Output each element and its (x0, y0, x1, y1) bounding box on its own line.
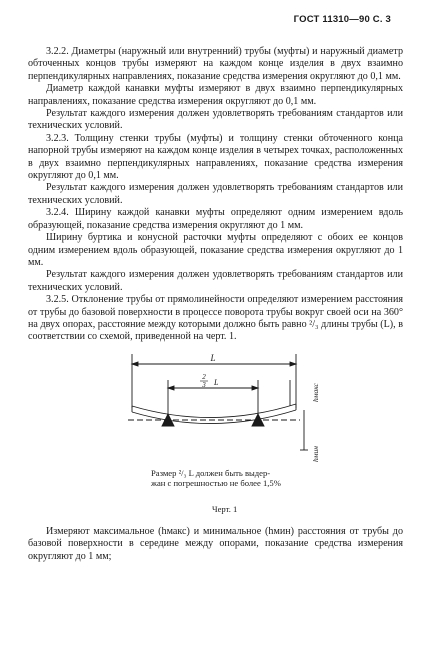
label-hmin: hмин (311, 445, 320, 462)
paragraph-measure-h: Измеряют максимальное (hмакс) и минимальное (hмин) расстояния от трубы до базовой поверхности в середине между опорами, показание средства измерения округляют до 1 мм; (28, 525, 403, 562)
paragraph-result-1: Результат каждого измерения должен удовлетворять требованиям стандартов или технических условий. (28, 108, 403, 132)
caption-line-1: Размер ²/₃ L должен быть выдер- (151, 467, 271, 478)
paragraph-3-2-3: 3.2.3. Толщину стенки трубы (муфты) и толщину стенки обточенного конца напорной трубы измеряют на каждом конце изделия в четырех точках, расположенных в двух взаимно перпендикулярных направлениях, показание средства измерения округляют до 0,1 мм. (28, 132, 403, 182)
paragraph-3-2-4: 3.2.4. Ширину каждой канавки муфты определяют одним измерением вдоль образующей, показание средства измерения округляют до 1 мм. (28, 207, 403, 231)
label-L: L (210, 352, 216, 363)
paragraph-3-2-5: 3.2.5. Отклонение трубы от прямолинейности определяют измерением расстояния от трубы до базовой поверхности в процессе поворота трубы вокруг своей оси на 360° на двух опорах, расстояние между которыми должно быть равно ²/₃ длины трубы (L), в соответствии со схемой, приведенной на черт. 1. (28, 294, 403, 343)
label-hmax: hмакс (311, 382, 320, 402)
figure-caption (151, 468, 336, 489)
paragraph-result-3: Результат каждого измерения должен удовлетворять требованиям стандартов или технических условий. (28, 269, 403, 293)
paragraph-3-2-2: 3.2.2. Диаметры (наружный или внутренний) трубы (муфты) и наружный диаметр обточенных концов трубы измеряют на каждом конце изделия в двух взаимно перпендикулярных направлениях, показание средства измерения округляют до 0,1 мм. (28, 46, 403, 82)
label-L-small: L (214, 377, 219, 387)
paragraph-result-2: Результат каждого измерения должен удовлетворять требованиям стандартов или технических условий. (28, 182, 403, 206)
figure-1 (28, 350, 403, 522)
document-body (28, 46, 403, 563)
page-header: ГОСТ 11310—90 С. 3 (293, 14, 391, 25)
measurement-diagram (28, 350, 403, 470)
label-two: 2 (202, 372, 206, 381)
caption-line-2: жан с погрешностью не более 1,5% (151, 478, 281, 489)
figure-title: Черт. 1 (212, 503, 238, 514)
paragraph-collar-width: Ширину буртика и конусной расточки муфты определяют с обоих ее концов одним измерением вдоль образующей, показание средства измерения округляют до 1 мм. (28, 232, 403, 268)
label-three: 3 (202, 380, 206, 389)
paragraph-groove-diameter: Диаметр каждой канавки муфты измеряют в двух взаимно перпендикулярных направлениях, показание средства измерения округляют до 0,1 мм. (28, 83, 403, 107)
